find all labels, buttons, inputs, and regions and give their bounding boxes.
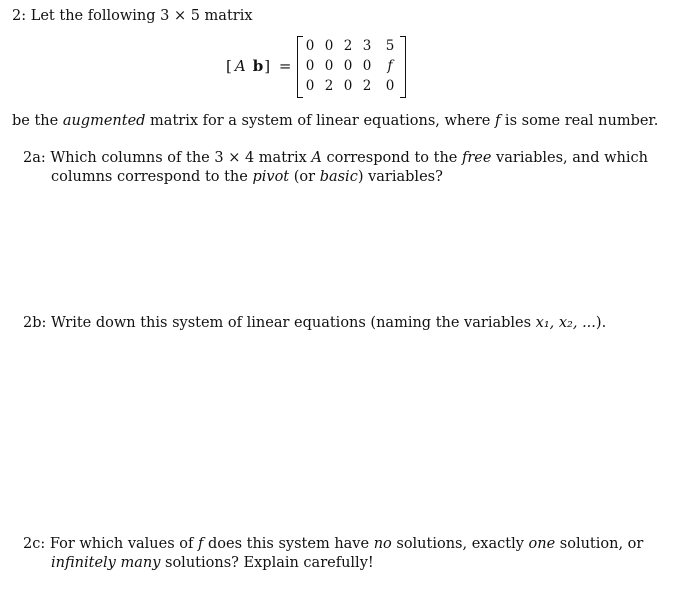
desc-post: is some real number. [500, 113, 659, 129]
matrix-cell-r2c5: f [387, 58, 393, 74]
part-a-label: 2a: [23, 150, 46, 166]
lhs-open-bracket: [ [226, 57, 232, 75]
problem-intro [12, 7, 253, 25]
part-c-label: 2c: [23, 536, 46, 552]
intro-text: 2: Let the following [12, 8, 161, 24]
part-c-no: no [373, 536, 392, 552]
part-c-mid2: solutions, exactly [391, 536, 529, 552]
matrix-cell-r1c5: 5 [385, 38, 395, 54]
matrix-cell-r3c3: 0 [343, 78, 353, 94]
lhs-equals: = [278, 57, 292, 75]
part-a-var-A: A [311, 150, 322, 166]
part-b-line [23, 314, 606, 332]
part-a-text: Which columns of the [45, 150, 215, 166]
part-b-post: ). [595, 315, 607, 331]
desc-augmented: augmented [62, 113, 146, 129]
part-c-line-1 [23, 535, 643, 553]
desc-mid: matrix for a system of linear equations, where [145, 113, 495, 129]
matrix-cell-r3c1: 0 [305, 78, 315, 94]
matrix-cell-r2c3: 0 [343, 58, 353, 74]
part-a-mid: matrix [254, 150, 312, 166]
part-c-one: one [528, 536, 556, 552]
matrix-cell-r3c4: 2 [362, 78, 372, 94]
augmented-matrix [297, 36, 406, 96]
matrix-cell-r1c1: 0 [305, 38, 315, 54]
matrix-cell-r1c3: 2 [343, 38, 353, 54]
matrix-cell-r3c2: 2 [324, 78, 334, 94]
desc-var-f: f [494, 113, 501, 129]
part-c-var-f: f [198, 536, 204, 552]
part-a-dims: 3 × 4 [214, 150, 255, 166]
lhs-A: A [234, 57, 246, 75]
intro-dims: 3 × 5 [160, 8, 200, 24]
part-a-basic: basic [319, 169, 358, 185]
part-a-l2-mid: (or [289, 169, 320, 185]
part-c-l2-post: solutions? Explain carefully! [160, 555, 374, 571]
part-c-line-2 [51, 554, 374, 572]
part-c-mid: does this system have [203, 536, 374, 552]
part-c-post: solution, or [555, 536, 644, 552]
part-a-line-1 [23, 149, 648, 167]
lhs-close-bracket: ] [264, 57, 271, 75]
matrix-cell-r2c2: 0 [324, 58, 334, 74]
part-a-mid2: correspond to the [321, 150, 462, 166]
part-b-vars: x₁, x₂, ... [535, 315, 596, 331]
desc-pre: be the [12, 113, 63, 129]
lhs-b: b [252, 57, 264, 75]
part-a-pivot: pivot [252, 169, 290, 185]
augmented-lhs [226, 57, 291, 75]
part-c-infinitely-many: infinitely many [51, 555, 161, 571]
matrix-cell-r2c1: 0 [305, 58, 315, 74]
matrix-right-bracket [400, 36, 406, 98]
intro-suffix: matrix [199, 8, 253, 24]
part-a-l2-pre: columns correspond to the [51, 169, 253, 185]
matrix-cell-r1c2: 0 [324, 38, 334, 54]
part-a-post: variables, and which [491, 150, 648, 166]
part-a-l2-post: ) variables? [357, 169, 443, 185]
part-c-pre: For which values of [45, 536, 198, 552]
part-b-label: 2b: [23, 315, 47, 331]
part-b-text: Write down this system of linear equations (naming the variables [46, 315, 536, 331]
matrix-cell-r2c4: 0 [362, 58, 372, 74]
matrix-cell-r1c4: 3 [362, 38, 372, 54]
part-a-line-2 [51, 168, 443, 186]
problem-description [12, 112, 658, 130]
matrix-cell-r3c5: 0 [385, 78, 395, 94]
part-a-free: free [461, 150, 492, 166]
